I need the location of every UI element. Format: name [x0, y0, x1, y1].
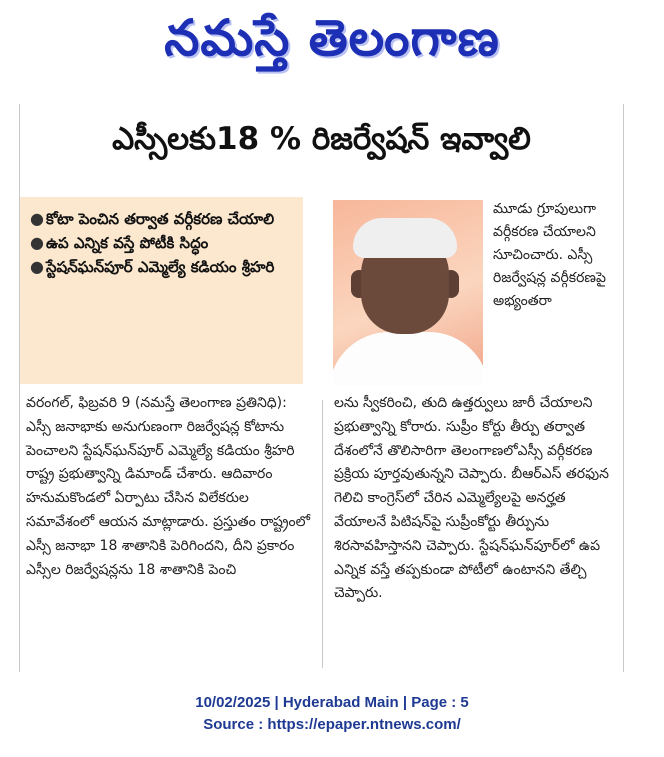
article-text: వరంగల్, ఫిబ్రవరి 9 (నమస్తే తెలంగాణ ప్రతినిధి): ఎస్సీ జనాభాకు అనుగుణంగా రిజర్వేషన్ల కోటాను పెంచాలని స్టేషన్‌ఘన్‌పూర్ ఎమ్మెల్యే కడియం శ్రీహరి రాష్ట్ర ప్రభుత్వాన్ని డిమాండ్ చేశారు. ఆదివారం హనుమకొండలో ఏర్పాటు చేసిన విలేకరుల సమావేశంలో ఆయన మాట్లాడారు. ప్రస్తుతం రాష్ట్రంలో ఎస్సీ జనాభా 18 శాతానికి పెరిగిందని, దీని ప్రకారం ఎస్సీల రిజర్వేషన్లను 18 శాతానికి పెంచి	[26, 395, 311, 578]
highlight-text: ఉప ఎన్నిక వస్తే పోటీకి సిద్ధం	[46, 234, 209, 252]
bullet-icon: ●	[30, 233, 44, 252]
footer-date-edition: 10/02/2025 | Hyderabad Main | Page : 5	[195, 694, 469, 711]
bullet-icon: ●	[30, 257, 44, 276]
article-text: లను స్వీకరించి, తుది ఉత్తర్వులు జారీ చేయాలని ప్రభుత్వాన్ని కోరారు. సుప్రీం కోర్టు తీర్పు తర్వాత దేశంలోనే తొలిసారిగా తెలంగాణలోఎస్సీ వర్గీకరణ ప్రక్రియ పూర్తవుతున్నని చెప్పారు. బీఆర్ఎస్ తరఫున గెలిచి కాంగ్రెస్‌లో చేరిన ఎమ్మెల్యేలపై అనర్హత వేయాలనే పిటిషన్‌పై సుప్రీంకోర్టు తీర్పును శిరసావహిస్తానని చెప్పారు. స్టేషన్‌ఘన్‌పూర్‌లో ఉప ఎన్నిక వస్తే తప్పకుండా పోటీలో ఉంటానని తేల్చి చెప్పారు.	[334, 395, 609, 602]
bullet-icon: ●	[30, 209, 44, 228]
masthead	[0, 0, 664, 88]
footer	[0, 692, 664, 736]
highlight-text: కోటా పెంచిన తర్వాత వర్గీకరణ చేయాలి	[46, 210, 275, 228]
article-column-left	[26, 392, 316, 582]
article-clipping	[19, 104, 624, 672]
highlight-item	[30, 255, 297, 279]
footer-source: Source : https://epaper.ntnews.com/	[203, 716, 461, 733]
article-text: మూడు గ్రూపులుగా వర్గీకరణ చేయాలని సూచించారు. ఎస్సీ రిజర్వేషన్ల వర్గీకరణపై అభ్యంతరా	[493, 201, 606, 309]
highlight-text: స్టేషన్‌ఘన్‌పూర్ ఎమ్మెల్యే కడియం శ్రీహరి	[46, 258, 275, 276]
newspaper-title: నమస్తే తెలంగాణ	[164, 8, 500, 67]
article-column-middle	[334, 392, 620, 606]
article-headline: ఎస్సీలకు18 % రిజర్వేషన్ ఇవ్వాలి	[112, 120, 531, 157]
article-column-right	[493, 198, 619, 313]
highlight-item	[30, 231, 297, 255]
highlight-item	[30, 207, 297, 231]
column-divider	[322, 400, 323, 668]
highlights-box	[20, 197, 303, 384]
portrait-photo	[333, 200, 483, 386]
